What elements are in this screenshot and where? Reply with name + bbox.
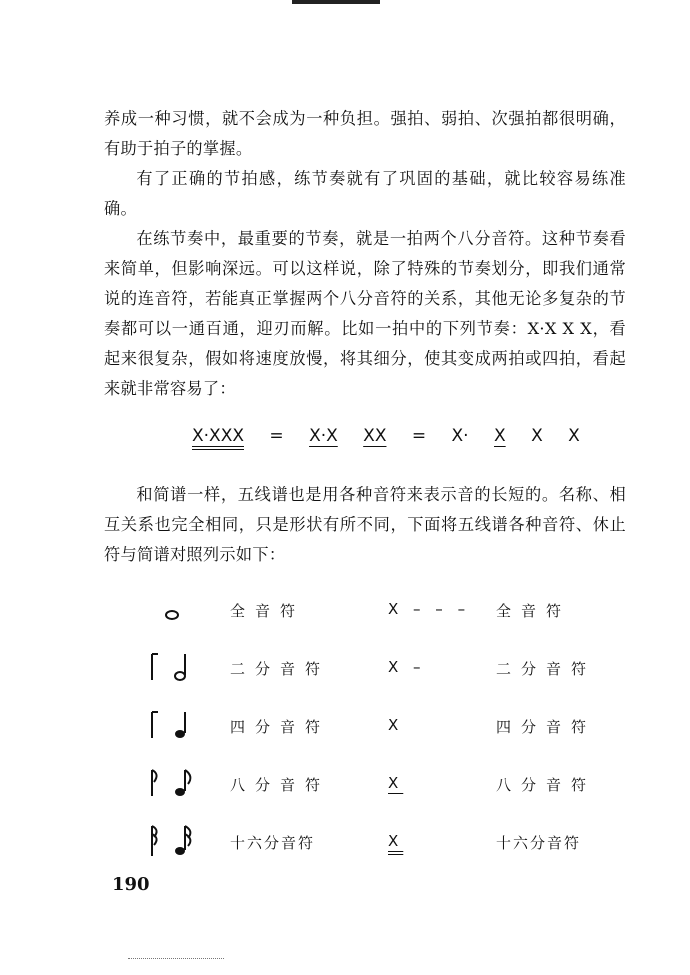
rhythm-a: X·XXX	[192, 426, 244, 446]
staff-note-name: 四分音符	[230, 718, 331, 736]
table-row	[138, 706, 598, 764]
staff-note-name: 全音符	[230, 602, 306, 620]
whole-note-icon	[138, 590, 208, 630]
rhythm-b: X·X	[309, 426, 338, 446]
table-row	[138, 764, 598, 822]
jianpu-note-name: 二分音符	[496, 660, 597, 678]
jianpu-notation: X	[388, 832, 404, 850]
table-row	[138, 822, 598, 880]
rhythm-f: X	[531, 426, 543, 446]
jianpu-note-name: 四分音符	[496, 718, 597, 736]
page-number: 190	[112, 874, 150, 895]
rhythm-e: X	[494, 426, 506, 446]
jianpu-note-name: 十六分音符	[496, 834, 582, 852]
rhythm-c: XX	[363, 426, 387, 446]
paragraph-4: 和简谱一样，五线谱也是用各种音符来表示音的长短的。名称、相互关系也完全相同，只是形状有所不同，下面将五线谱各种音符、休止符与简谱对照列示如下：	[104, 485, 626, 564]
jianpu-notation: X	[388, 716, 404, 734]
staff-note-name: 二分音符	[230, 660, 331, 678]
staff-note-name: 十六分音符	[230, 834, 316, 852]
paragraph-2: 有了正确的节拍感，练节奏就有了巩固的基础，就比较容易练准确。	[104, 169, 626, 218]
table-row	[138, 648, 598, 706]
rhythm-equation	[192, 426, 600, 446]
table-row	[138, 590, 598, 648]
rhythm-g: X	[568, 426, 580, 446]
rhythm-d: X·	[451, 426, 469, 446]
jianpu-note-name: 全音符	[496, 602, 572, 620]
eighth-note-icon	[138, 764, 208, 804]
sixteenth-note-icon	[138, 822, 208, 862]
jianpu-notation: X	[388, 774, 404, 792]
equals-1: =	[269, 426, 284, 446]
jianpu-notation: X – – –	[388, 600, 471, 618]
jianpu-notation: X –	[388, 658, 426, 676]
quarter-note-icon	[138, 706, 208, 746]
note-comparison-table	[138, 590, 598, 880]
jianpu-note-name: 八分音符	[496, 776, 597, 794]
half-note-icon	[138, 648, 208, 688]
equals-2: =	[411, 426, 427, 446]
paragraph-3: 在练节奏中，最重要的节奏，就是一拍两个八分音符。这种节奏看来简单，但影响深远。可以这样说，除了特殊的节奏划分，即我们通常说的连音符，若能真正掌握两个八分音符的关系，其他无论多复杂的节奏都可以一通百通，迎刃而解。比如一拍中的下列节奏：X·X X X，看起来很复杂，假如将速度放慢，将其细分，使其变成两拍或四拍，看起来就非常容易了：	[104, 229, 626, 398]
paragraph-1: 养成一种习惯，就不会成为一种负担。强拍、弱拍、次强拍都很明确，有助于拍子的掌握。	[104, 109, 626, 158]
header-mark	[292, 0, 380, 4]
footer-marks	[128, 958, 224, 962]
staff-note-name: 八分音符	[230, 776, 331, 794]
